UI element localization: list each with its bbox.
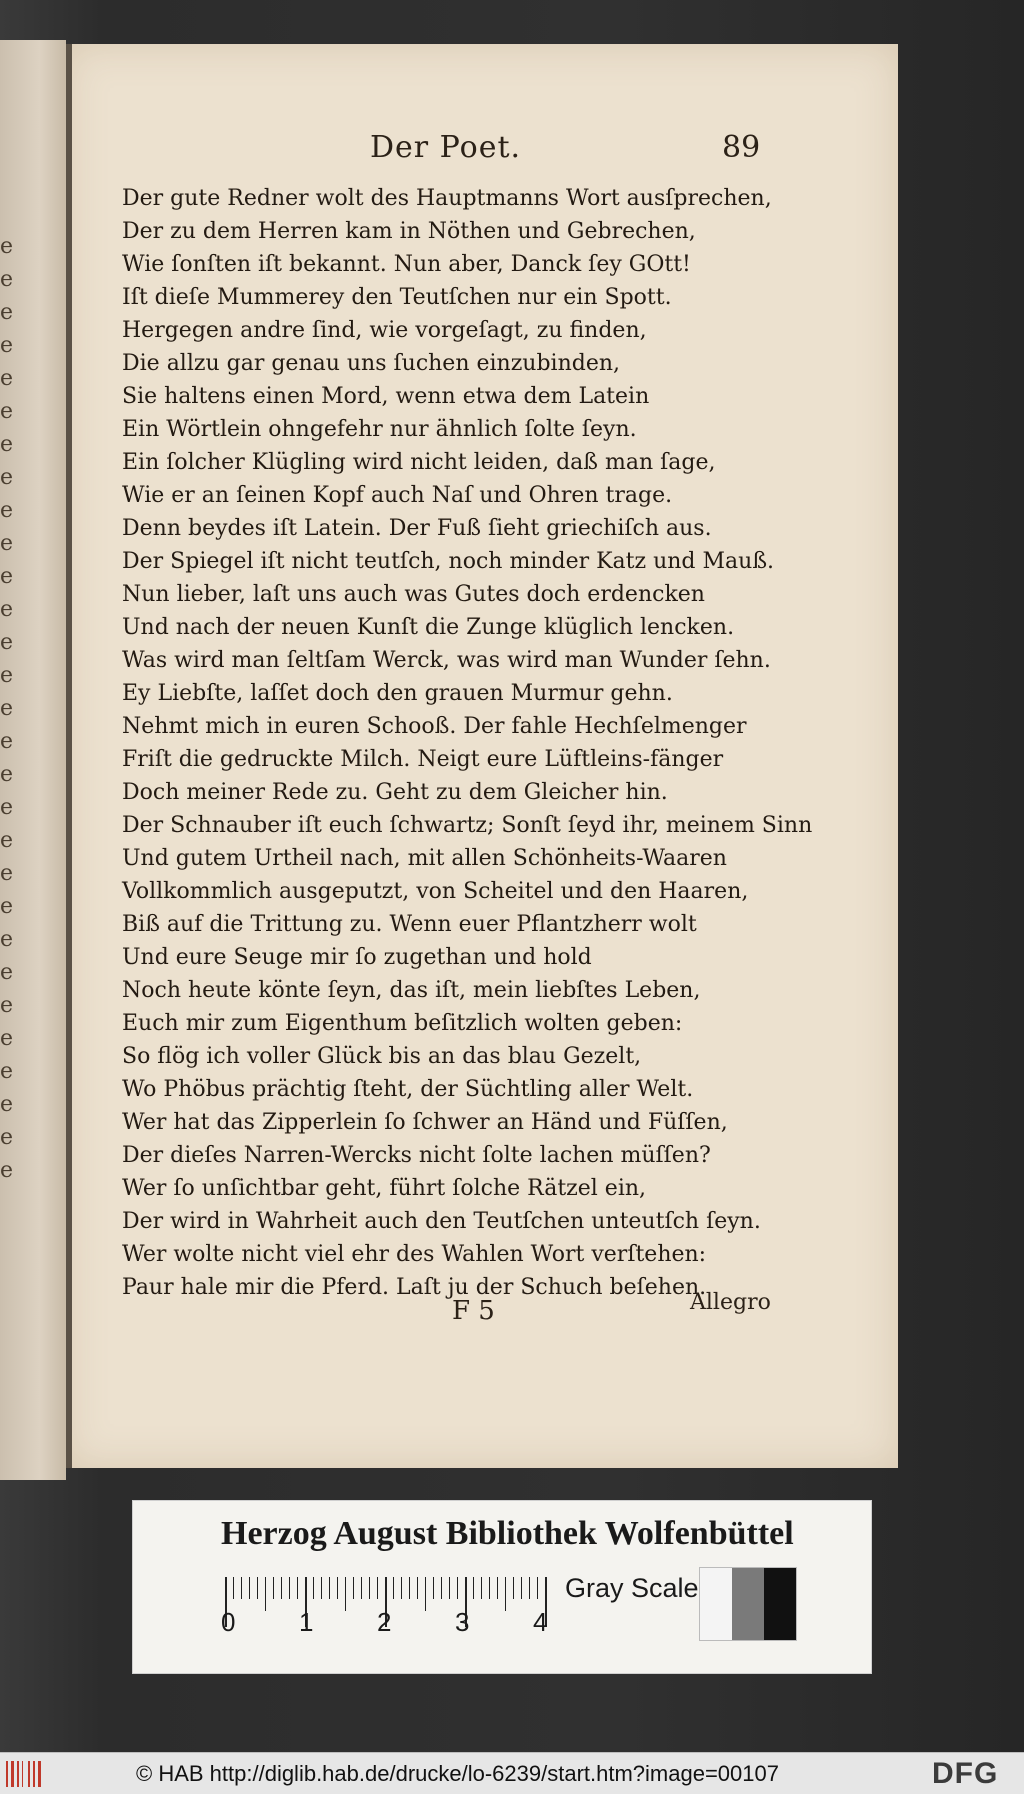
ruler-tick: [481, 1577, 482, 1599]
ruler-tick: [425, 1577, 426, 1611]
poem-line: Wo Phöbus prächtig ſteht, der Süchtling aller Welt.: [122, 1077, 694, 1102]
ruler-tick: [313, 1577, 314, 1599]
colour-target-card: [132, 1500, 872, 1674]
poem-line: Wie ſonſten iſt bekannt. Nun aber, Danck ſey GOtt!: [122, 252, 691, 277]
barcode-icon: [6, 1761, 48, 1787]
poem-line: Friſt die gedruckte Milch. Neigt eure Lüftleins-fänger: [122, 747, 724, 772]
poem-line: Vollkommlich ausgeputzt, von Scheitel und den Haaren,: [122, 879, 749, 904]
scale-number: 1: [299, 1607, 314, 1637]
gray-patch-mid: [732, 1568, 764, 1640]
scale-number: 4: [533, 1607, 548, 1637]
ruler-tick: [449, 1577, 450, 1599]
scale-number: 3: [455, 1607, 470, 1637]
running-head: Der Poet.: [370, 130, 522, 165]
ruler-tick: [361, 1577, 362, 1599]
poem-line: Die allzu gar genau uns ſuchen einzubinden,: [122, 351, 621, 376]
poem-line: Und eure Seuge mir ſo zugethan und hold: [122, 945, 592, 970]
dfg-logo: DFG: [932, 1757, 999, 1790]
source-url[interactable]: © HAB http://diglib.hab.de/drucke/lo-6239/start.htm?image=00107: [136, 1761, 779, 1786]
page-number: 89: [722, 130, 761, 165]
ruler-tick: [265, 1577, 266, 1611]
poem-line: Noch heute könte ſeyn, das iſt, mein liebſtes Leben,: [122, 978, 701, 1003]
ruler-tick: [369, 1577, 370, 1599]
ruler-tick: [441, 1577, 442, 1599]
footer-bar: [0, 1752, 1024, 1794]
ruler-tick: [433, 1577, 434, 1599]
poem-line: Wer hat das Zipperlein ſo ſchwer an Händ und Füſſen,: [122, 1110, 728, 1135]
ruler-tick: [241, 1577, 242, 1599]
ruler-tick: [505, 1577, 506, 1611]
ruler-tick: [489, 1577, 490, 1599]
scale-number: 2: [377, 1607, 392, 1637]
poem-line: Der Schnauber iſt euch ſchwartz; Sonſt ſeyd ihr, meinem Sinn: [122, 813, 813, 838]
poem-line: Wer ſo unſichtbar geht, führt ſolche Rätzel ein,: [122, 1176, 647, 1201]
poem-line: Ey Liebſte, laſſet doch den grauen Murmur gehn.: [122, 681, 673, 706]
gray-scale-patches: [699, 1567, 797, 1641]
ruler-tick: [289, 1577, 290, 1599]
poem-line: Denn beydes iſt Latein. Der Fuß ſieht griechiſch aus.: [122, 516, 712, 541]
ruler-tick: [409, 1577, 410, 1599]
gray-patch-light: [700, 1568, 732, 1640]
poem-line: Wer wolte nicht viel ehr des Wahlen Wort verſtehen:: [122, 1242, 707, 1267]
poem-line: Biß auf die Trittung zu. Wenn euer Pflantzherr wolt: [122, 912, 697, 937]
ruler-tick: [497, 1577, 498, 1599]
poem-line: Euch mir zum Eigenthum beſitzlich wolten geben:: [122, 1011, 683, 1036]
ruler-tick: [273, 1577, 274, 1599]
poem-line: Und nach der neuen Kunſt die Zunge klüglich lencken.: [122, 615, 735, 640]
ruler-tick: [417, 1577, 418, 1599]
page-gutter-shadow: [66, 44, 72, 1468]
poem-line: Sie haltens einen Mord, wenn etwa dem Latein: [122, 384, 650, 409]
previous-page-edge: [0, 40, 66, 1480]
poem-line: Der dieſes Narren-Wercks nicht ſolte lachen müſſen?: [122, 1143, 711, 1168]
ruler-tick: [337, 1577, 338, 1599]
ruler-tick: [257, 1577, 258, 1599]
poem-line: Iſt dieſe Mummerey den Teutſchen nur ein Spott.: [122, 285, 672, 310]
ruler-tick: [401, 1577, 402, 1599]
ruler-tick: [329, 1577, 330, 1599]
ruler-tick: [345, 1577, 346, 1611]
ruler-tick: [457, 1577, 458, 1599]
library-name: Herzog August Bibliothek Wolfenbüttel: [221, 1515, 794, 1552]
ruler-tick: [233, 1577, 234, 1599]
previous-page-letters: e e e e e e e e e e e e e e e e e e e e e e e e e e e e e: [0, 234, 14, 1183]
signature-mark: F 5: [452, 1296, 495, 1326]
ruler-tick: [537, 1577, 538, 1599]
poem-line: Paur hale mir die Pferd. Laſt ju der Schuch beſehen.: [122, 1275, 707, 1300]
poem-line: Der zu dem Herren kam in Nöthen und Gebrechen,: [122, 219, 696, 244]
ruler-tick: [521, 1577, 522, 1599]
poem-line: Ein ſolcher Klügling wird nicht leiden, daß man ſage,: [122, 450, 716, 475]
ruler-tick: [297, 1577, 298, 1599]
poem-line: Nehmt mich in euren Schooß. Der fahle Hechſelmenger: [122, 714, 747, 739]
ruler-tick: [321, 1577, 322, 1599]
poem-line: Der Spiegel iſt nicht teutſch, noch minder Katz und Mauß.: [122, 549, 775, 574]
poem-line: Wie er an ſeinen Kopf auch Naſ und Ohren trage.: [122, 483, 673, 508]
ruler-tick: [513, 1577, 514, 1599]
ruler-tick: [249, 1577, 250, 1599]
ruler-tick: [529, 1577, 530, 1599]
catchword: Allegro: [690, 1290, 771, 1315]
ruler-tick: [281, 1577, 282, 1599]
poem-line: Ein Wörtlein ohngefehr nur ähnlich ſolte ſeyn.: [122, 417, 637, 442]
poem-line: Der gute Redner wolt des Hauptmanns Wort ausſprechen,: [122, 186, 772, 211]
poem-line: Nun lieber, laſt uns auch was Gutes doch erdencken: [122, 582, 705, 607]
ruler-tick: [393, 1577, 394, 1599]
poem-text: [122, 182, 813, 1304]
gray-patch-dark: [764, 1568, 796, 1640]
ruler-tick: [353, 1577, 354, 1599]
ruler-tick: [377, 1577, 378, 1599]
poem-line: Was wird man ſeltſam Werck, was wird man Wunder ſehn.: [122, 648, 771, 673]
scale-number: 0: [221, 1607, 236, 1637]
poem-line: Doch meiner Rede zu. Geht zu dem Gleicher hin.: [122, 780, 668, 805]
poem-line: Hergegen andre ſind, wie vorgeſagt, zu finden,: [122, 318, 647, 343]
poem-line: Der wird in Wahrheit auch den Teutſchen unteutſch ſeyn.: [122, 1209, 761, 1234]
gray-scale-label: Gray Scale: [565, 1573, 699, 1603]
ruler-tick: [473, 1577, 474, 1599]
poem-line: Und gutem Urtheil nach, mit allen Schönheits-Waaren: [122, 846, 727, 871]
poem-line: So flög ich voller Glück bis an das blau Gezelt,: [122, 1044, 642, 1069]
